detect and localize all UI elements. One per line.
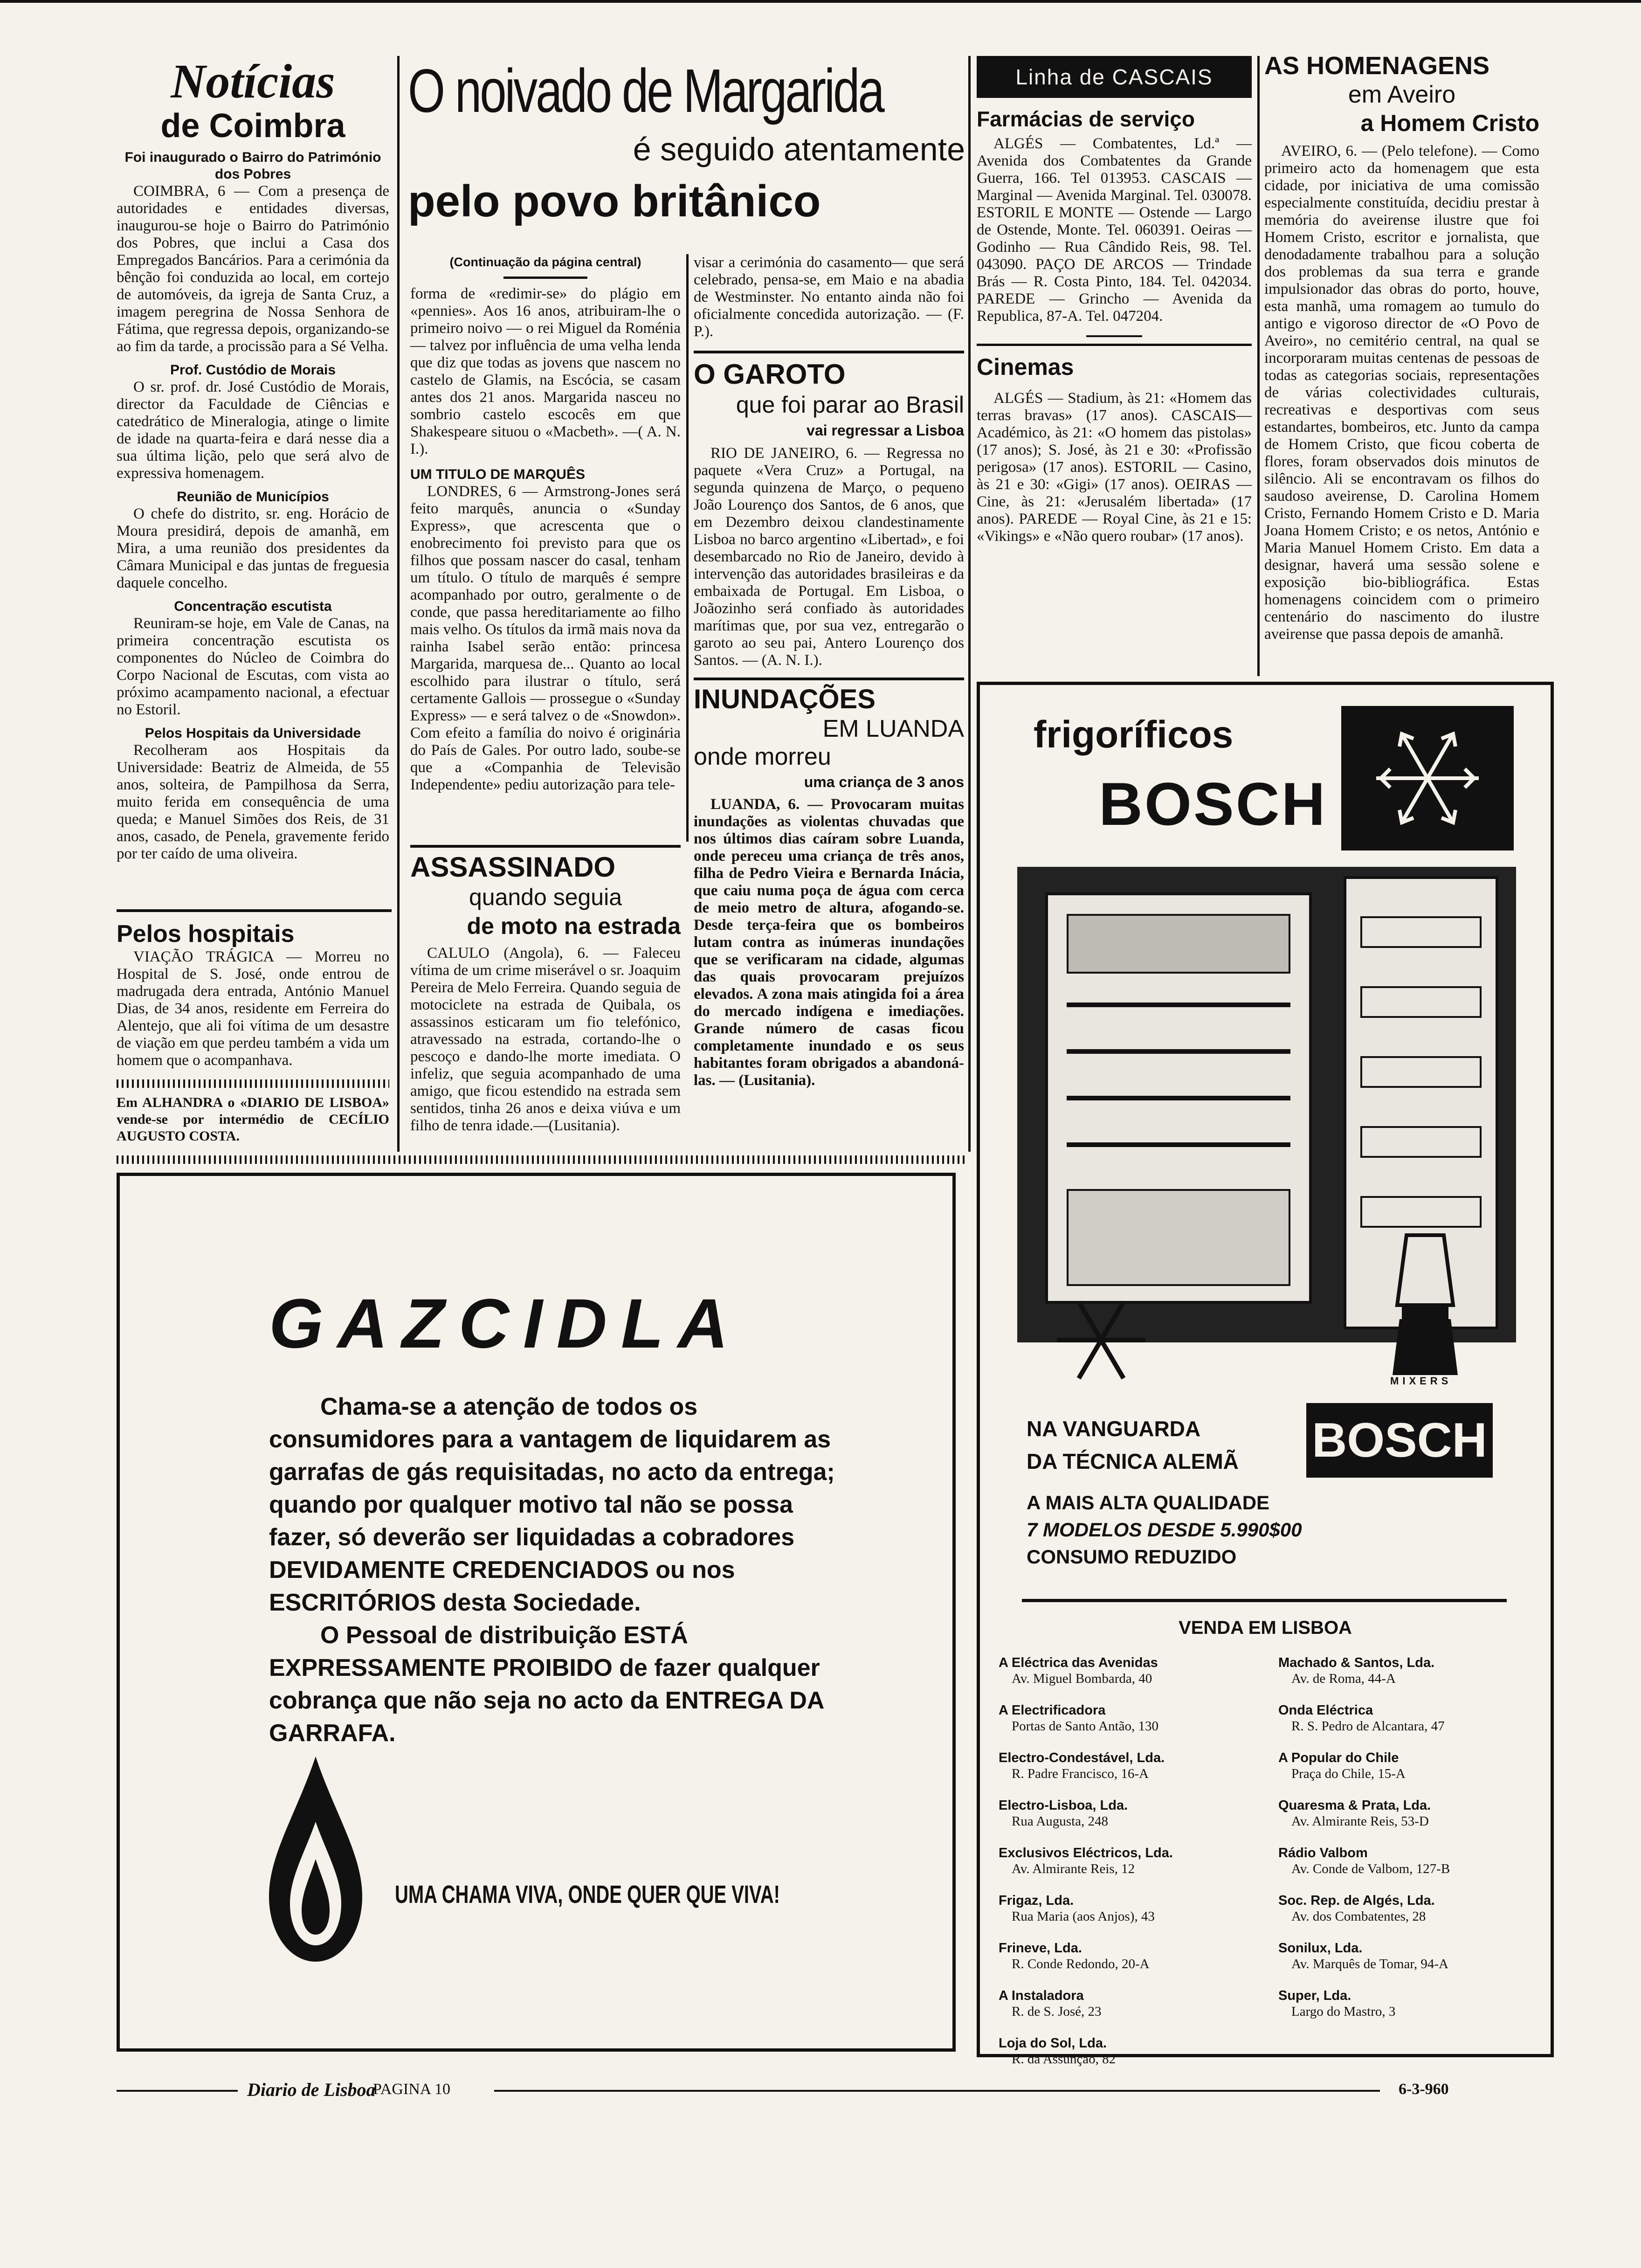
shop-entry bbox=[999, 2035, 1260, 2067]
top-rule bbox=[0, 0, 1641, 3]
shop-address: R. S. Pedro de Alcantara, 47 bbox=[1291, 1719, 1445, 1734]
separator bbox=[503, 277, 587, 279]
margarida-column-1 bbox=[410, 254, 681, 794]
shop-name: Machado & Santos, Lda. bbox=[1278, 1655, 1435, 1670]
mixers-label: MIXERS bbox=[1390, 1375, 1452, 1387]
column-divider bbox=[686, 254, 689, 842]
shop-entry bbox=[1278, 1798, 1539, 1829]
farmacias-title: Farmácias de serviço bbox=[977, 107, 1195, 131]
section-rule bbox=[694, 351, 964, 353]
section-rule bbox=[1022, 1599, 1507, 1602]
coimbra-text-3: O chefe do distrito, sr. eng. Horácio de Moura presidirá, depois de amanhã, em Mira, a uma reunião dos presidentes da Câmara Municipal e das juntas de freguesia daquele concelho. bbox=[117, 505, 389, 591]
gazcidla-paragraph-1: Chama-se a atenção de todos os consumidores para a vantagem de liquidarem as garrafas de gás requisitadas, no acto da entrega; quando por qualquer motivo tal não se possa fazer, só deverão ser liquidadas a cobradores DEVIDAMENTE CREDENCIADOS ou nos ESCRITÓRIOS desta Sociedade. bbox=[269, 1393, 835, 1616]
inundacoes-sub: EM LUANDA bbox=[822, 715, 964, 742]
shop-entry bbox=[1278, 1845, 1539, 1877]
garoto-sub: que foi parar ao Brasil bbox=[736, 392, 964, 418]
gazcidla-ad bbox=[117, 1173, 956, 2052]
margarida-text-1: forma de «redimir-se» do plágio em «pennies». Aos 16 anos, atribuiram-lhe o primeiro noivo — o rei Miguel da Roménia — talvez por influência de uma velha lenda que diz que todas as jovens que nascem no castelo de Glamis, na Escócia, se casam antes dos 21 anos. Margarida nasceu no sombrio castelo escocês em que Shakespeare situou o «Macbeth». —( A. N. I.). bbox=[410, 285, 681, 457]
assassinado-section bbox=[410, 845, 681, 1134]
shop-address: Portas de Santo Antão, 130 bbox=[1012, 1719, 1158, 1734]
continuation-note: (Continuação da página central) bbox=[449, 255, 641, 269]
shop-name: Frineve, Lda. bbox=[999, 1941, 1082, 1956]
hospitais-text: VIAÇÃO TRÁGICA — Morreu no Hospital de S. José, onde entrou de madrugada dera entrada, António Manuel Dias, de 34 anos, residente em Ferreira do Alentejo, que ali foi vítima de um desastre de viação em que perdeu também a vida um homem que o acompanhava. bbox=[117, 948, 389, 1069]
footer-date: 6-3-960 bbox=[1399, 2081, 1449, 2098]
quality-line-2: 7 MODELOS DESDE 5.990$00 bbox=[1027, 1519, 1302, 1541]
bosch-brand: BOSCH bbox=[1099, 770, 1327, 838]
shop-entry bbox=[1278, 1702, 1539, 1734]
shop-name: Quaresma & Prata, Lda. bbox=[1278, 1798, 1431, 1813]
bosch-logo: BOSCH bbox=[1306, 1403, 1493, 1478]
coimbra-text-4: Reuniram-se hoje, em Vale de Canas, na primeira concentração escutista os componentes do Núcleo de Coimbra do Corpo Nacional de Escutas, com vista ao próximo acampamento nacional, a efectuar no Estoril. bbox=[117, 615, 389, 718]
bosch-title: frigoríficos bbox=[1034, 713, 1234, 756]
assassinado-sub-2: de moto na estrada bbox=[467, 913, 681, 939]
section-rule bbox=[410, 845, 681, 848]
homenagens-sub: em Aveiro bbox=[1348, 81, 1456, 108]
garoto-title: O GAROTO bbox=[694, 359, 846, 390]
cascais-section bbox=[977, 56, 1252, 545]
shop-name: Exclusivos Eléctricos, Lda. bbox=[999, 1846, 1173, 1860]
assassinado-title: ASSASSINADO bbox=[410, 851, 616, 883]
snowflake-panel bbox=[1341, 706, 1514, 850]
coimbra-section bbox=[117, 56, 389, 863]
footer-paper: Diario de Lisboa bbox=[247, 2079, 376, 2100]
shop-entry bbox=[999, 1940, 1260, 1972]
footer-rule bbox=[117, 2090, 238, 2092]
coimbra-title: Notícias bbox=[171, 55, 335, 108]
homenagens-title: AS HOMENAGENS bbox=[1264, 52, 1490, 80]
shop-entry bbox=[999, 1702, 1260, 1734]
inundacoes-text: LUANDA, 6. — Provocaram muitas inundações as violentas chuvadas que nos últimos dias caíram sobre Luanda, onde pereceu uma criança de três anos, filha de Pedro Vieira e Bernarda Inácia, que caiu numa poça de água com cerca de meio metro de altura, afogando-se. Desde terça-feira que os bombeiros lutam contra as inúmeras inundações que se verificaram na cidade, algumas das quais provocaram prejuízos elevados. A zona mais atingida foi a área do mercado indígena e imediações. Grande número de casas ficou completamente inundado e os seus habitantes foram obrigados a abandoná-las. — (Lusitania). bbox=[694, 796, 964, 1089]
bosch-ad bbox=[977, 682, 1554, 2067]
homenagens-sub-2: a Homem Cristo bbox=[1360, 110, 1539, 136]
shop-entry bbox=[999, 1798, 1260, 1829]
dotted-rule bbox=[117, 1079, 389, 1088]
tagline-line-2: DA TÉCNICA ALEMÃ bbox=[1027, 1449, 1239, 1473]
flame-icon bbox=[264, 1756, 367, 1962]
fridge-interior bbox=[1045, 892, 1312, 1304]
shop-address: Av. Almirante Reis, 12 bbox=[1012, 1861, 1135, 1876]
section-rule bbox=[117, 909, 392, 912]
margarida-text-3: visar a cerimónia do casamento— que será celebrado, pensa-se, em Maio e na abadia de Westminster. No entanto ainda não foi oficialmente concedida autorização. — (F. P.). bbox=[694, 254, 964, 340]
shop-address: Av. Conde de Valbom, 127-B bbox=[1291, 1861, 1450, 1876]
margarida-sub: é seguido atentamente bbox=[633, 131, 965, 167]
margarida-column-2 bbox=[694, 254, 964, 1089]
coimbra-sub-2: Prof. Custódio de Morais bbox=[170, 362, 336, 378]
shop-address: Av. dos Combatentes, 28 bbox=[1291, 1909, 1426, 1924]
cinemas-text: ALGÉS — Stadium, às 21: «Homem das terras bravas» (17 anos). CASCAIS—Académico, às 21: «O homem das pistolas» (17 anos); S. José, às 21 e 30: «Profissão perigosa» (17 anos). ESTORIL — Casino, às 21 e 30: «Gigi» (17 anos). OEIRAS — Cine, às 21: «Jerusalém libertada» (17 anos). PAREDE — Royal Cine, às 21 e 15: «Vikings» e «Não quero roubar» (17 anos). bbox=[977, 390, 1252, 545]
mixer-icon bbox=[1379, 1231, 1472, 1384]
shop-address: Rua Augusta, 248 bbox=[1012, 1814, 1109, 1829]
venda-heading: VENDA EM LISBOA bbox=[1179, 1618, 1352, 1638]
column-divider bbox=[397, 56, 400, 1152]
coimbra-text-5: Recolheram aos Hospitais da Universidade: Beatriz de Almeida, de 55 anos, solteira, de Pampilhosa da Serra, muito ferida em consequência de uma queda; e Manuel Simões dos Reis, de 31 anos, casado, de Penela, gravemente ferido por ter caído de uma oliveira. bbox=[117, 742, 389, 862]
shops-left bbox=[999, 1655, 1260, 2083]
shop-name: A Instaladora bbox=[999, 1988, 1084, 2003]
coimbra-sub-4: Concentração escutista bbox=[174, 599, 332, 614]
homenagens-section bbox=[1264, 51, 1539, 643]
shop-address: R. Conde Redondo, 20-A bbox=[1012, 1957, 1150, 1971]
cinemas-title: Cinemas bbox=[977, 354, 1074, 380]
shop-name: Soc. Rep. de Algés, Lda. bbox=[1278, 1893, 1435, 1908]
shop-address: Av. de Roma, 44-A bbox=[1291, 1671, 1396, 1686]
coimbra-sub-1: Foi inaugurado o Bairro do Património dos Pobres bbox=[124, 150, 381, 182]
dotted-rule bbox=[117, 1155, 965, 1164]
shop-name: A Electrificadora bbox=[999, 1703, 1106, 1718]
bosch-tagline bbox=[1027, 1412, 1239, 1478]
coimbra-title-2: de Coimbra bbox=[160, 107, 345, 145]
shop-entry bbox=[1278, 1893, 1539, 1924]
shop-entry bbox=[999, 1750, 1260, 1782]
hospitais-section bbox=[117, 920, 389, 1145]
coimbra-text-2: O sr. prof. dr. José Custódio de Morais, director da Faculdade de Ciências e catedrático de Mineralogia, atinge o limite de idade na quarta-feira e dará nesse dia a sua última lição, pelo que será alvo de expressiva homenagem. bbox=[117, 379, 389, 482]
footer-page: PAGINA 10 bbox=[373, 2081, 450, 2098]
margarida-title: O noivado de Margarida bbox=[408, 56, 883, 125]
column-divider bbox=[968, 56, 971, 1152]
shop-address: Largo do Mastro, 3 bbox=[1291, 2004, 1396, 2019]
cascais-banner: Linha de CASCAIS bbox=[977, 56, 1252, 98]
margarida-title-2: pelo povo britânico bbox=[408, 176, 821, 226]
snowflake-icon bbox=[1341, 706, 1514, 850]
shop-entry bbox=[999, 1988, 1260, 2019]
gazcidla-slogan: UMA CHAMA VIVA, ONDE QUER QUE VIVA! bbox=[395, 1881, 780, 1908]
coimbra-sub-3: Reunião de Municípios bbox=[177, 489, 329, 505]
shop-name: Loja do Sol, Lda. bbox=[999, 2036, 1107, 2051]
shop-name: Super, Lda. bbox=[1278, 1988, 1351, 2003]
shop-name: Onda Eléctrica bbox=[1278, 1703, 1373, 1718]
shop-address: Av. Miguel Bombarda, 40 bbox=[1012, 1671, 1152, 1686]
gazcidla-body bbox=[269, 1390, 838, 1749]
shop-address: Rua Maria (aos Anjos), 43 bbox=[1012, 1909, 1155, 1924]
shop-name: Rádio Valbom bbox=[1278, 1846, 1368, 1860]
inundacoes-title: INUNDAÇÕES bbox=[694, 684, 876, 714]
coimbra-sub-5: Pelos Hospitais da Universidade bbox=[145, 726, 361, 741]
shop-entry bbox=[999, 1893, 1260, 1924]
column-divider bbox=[1257, 56, 1260, 676]
shop-address: Praça do Chile, 15-A bbox=[1291, 1766, 1406, 1781]
inundacoes-sub-3: uma criança de 3 anos bbox=[804, 774, 964, 790]
shop-entry bbox=[1278, 1655, 1539, 1687]
footer-rule bbox=[494, 2090, 1380, 2092]
shop-name: Sonilux, Lda. bbox=[1278, 1941, 1363, 1956]
shop-address: R. de S. José, 23 bbox=[1012, 2004, 1102, 2019]
shop-address: R. da Assunção, 82 bbox=[1012, 2052, 1116, 2067]
shop-entry bbox=[1278, 1750, 1539, 1782]
inundacoes-sub-2: onde morreu bbox=[694, 743, 831, 770]
tagline-line-1: NA VANGUARDA bbox=[1027, 1417, 1201, 1441]
shop-name: Frigaz, Lda. bbox=[999, 1893, 1074, 1908]
shop-address: Av. Almirante Reis, 53-D bbox=[1291, 1814, 1429, 1829]
shops-right bbox=[1278, 1655, 1539, 2035]
shop-name: Electro-Lisboa, Lda. bbox=[999, 1798, 1128, 1813]
homenagens-text: AVEIRO, 6. — (Pelo telefone). — Como primeiro acto da homenagem que esta cidade, por iniciativa de uma comissão especialmente constituída, decidiu prestar à memória do aveirense ilustre que foi Homem Cristo, escritor e jornalista, que denodadamente trabalhou para a solução dos problemas da sua terra e grande impulsionador das obras do porto, houve, esta manhã, uma romagem ao tumulo do antigo e vigoroso director de «O Povo de Aveiro», no cemitério central, na qual se incorporaram muitas centenas de pessoas de todas as categorias sociais, representações de várias colectividades culturais, recreativas e desportivas com seus estandartes, bombeiros, etc. Junto da campa de Homem Cristo, que ficou coberta de flores, foram observados dois minutos de silêncio. Ali se encontravam os filhos do saudoso aveirense, D. Carolina Homem Cristo, Fernando Homem Cristo e D. Maria Joana Homem Cristo; e os netos, António e Maria Manuel Homem Cristo. Em data a designar, haverá uma sessão solene e exposição bio-bibliográfica. Estas homenagens coincidem com o primeiro centenário do nascimento do ilustre aveirense que passa depois de amanhã. bbox=[1264, 143, 1539, 643]
shop-name: A Popular do Chile bbox=[1278, 1750, 1399, 1765]
garoto-text: RIO DE JANEIRO, 6. — Regressa no paquete «Vera Cruz» a Portugal, na segunda quinzena de Março, o pequeno João Lourenço dos Santos, de 6 anos, que em Dezembro deixou clandestinamente Lisboa no barco argentino «Libertad», e foi desembarcado no Rio de Janeiro, devido à intervenção das autoridades brasileiras e da embaixada de Portugal. Em Lisboa, o Joãozinho será confiado às autoridades marítimas que, por sua vez, entregarão o garoto ao seu pai, Antero Lourenço dos Santos. — (A. N. I.). bbox=[694, 445, 964, 669]
shop-address: R. Padre Francisco, 16-A bbox=[1012, 1766, 1149, 1781]
shop-entry bbox=[999, 1655, 1260, 1687]
section-rule bbox=[977, 344, 1252, 346]
bosch-quality bbox=[1027, 1489, 1302, 1570]
section-rule bbox=[694, 678, 964, 680]
snowflake-icon bbox=[1048, 1286, 1155, 1394]
garoto-sub-2: vai regressar a Lisboa bbox=[807, 422, 964, 439]
shop-address: Av. Marquês de Tomar, 94-A bbox=[1291, 1957, 1448, 1971]
gazcidla-paragraph-2: O Pessoal de distribuição ESTÁ EXPRESSAMENTE PROIBIDO de fazer qualquer cobrança que não seja no acto da ENTREGA DA GARRAFA. bbox=[269, 1622, 824, 1747]
marques-heading: UM TITULO DE MARQUÊS bbox=[410, 467, 585, 482]
shop-entry bbox=[1278, 1988, 1539, 2019]
shop-name: A Eléctrica das Avenidas bbox=[999, 1655, 1158, 1670]
separator bbox=[1086, 335, 1142, 337]
assassinado-text: CALULO (Angola), 6. — Faleceu vítima de um crime miserável o sr. Joaquim Pereira de Melo Ferreira. Quando seguia de motociclete na estrada de Quibala, os assassinos esticaram um fio telefónico, atravessado na estrada, cortando-lhe o pescoço e dando-lhe morte imediata. O infeliz, que seguia acompanhado de uma amigo, que ficou estendido na estrada sem sentidos, tinha 26 anos e deixa viúva e um filho de tenra idade.—(Lusitania). bbox=[410, 945, 681, 1134]
shop-name: Electro-Condestável, Lda. bbox=[999, 1750, 1165, 1765]
quality-line-3: CONSUMO REDUZIDO bbox=[1027, 1546, 1237, 1568]
gazcidla-logo: GAZCIDLA bbox=[269, 1284, 742, 1362]
quality-line-1: A MAIS ALTA QUALIDADE bbox=[1027, 1492, 1270, 1514]
alhandra-notice: Em ALHANDRA o «DIARIO DE LISBOA» vende-se por intermédio de CECÍLIO AUGUSTO COSTA. bbox=[117, 1095, 389, 1144]
coimbra-text-1: COIMBRA, 6 — Com a presença de autoridades e entidades diversas, inaugurou-se hoje o Bairro do Património dos Pobres, que inclui a Casa dos Empregados Bancários. Para a cerimónia da bênção foi conduzida ao local, em cortejo de automóveis, da igreja de Santa Cruz, a imagem peregrina de Nossa Senhora de Fátima, que regressa depois, organizando-se ao fim da tarde, a procissão para a Sé Velha. bbox=[117, 183, 389, 355]
assassinado-sub: quando seguia bbox=[469, 884, 622, 910]
shop-entry bbox=[999, 1845, 1260, 1877]
hospitais-title: Pelos hospitais bbox=[117, 920, 295, 947]
shop-entry bbox=[1278, 1940, 1539, 1972]
farmacias-text: ALGÉS — Combatentes, Ld.ª — Avenida dos Combatentes da Grande Guerra, 166. Tel 013953. CASCAIS — Marginal — Avenida Marginal. Tel. 030078. ESTORIL E MONTE — Ostende — Largo de Ostende, Monte. Tel. 060391. Oeiras — Godinho — Rua Cândido Reis, 98. Tel. 043090. PAÇO DE ARCOS — Trindade Brás — R. Costa Pinto, 184. Tel. 042034. PAREDE — Grincho — Avenida da Republica, 87-A. Tel. 047204. bbox=[977, 135, 1252, 325]
margarida-text-2: LONDRES, 6 — Armstrong-Jones será feito marquês, anuncia o «Sunday Express», que acrescenta que o enobrecimento foi previsto para que os filhos que possam nascer do casal, tenham um título. O título de marquês é sempre acompanhado por outro, geralmente o de conde, que passa hereditariamente ao filho mais velho. Os títulos da irmã mais nova da rainha Isabel serão então: princesa Margarida, marquesa de... Quanto ao local escolhido para ilustrar o título, será certamente Gallois — prossegue o «Sunday Express» — e será talvez o de «Snowdon». Com efeito a família do noivo é originária do País de Gales. Por outro lado, soube-se que a «Companhia de Televisão Independente» pediu autorização para tele- bbox=[410, 483, 681, 793]
margarida-section bbox=[408, 56, 965, 228]
